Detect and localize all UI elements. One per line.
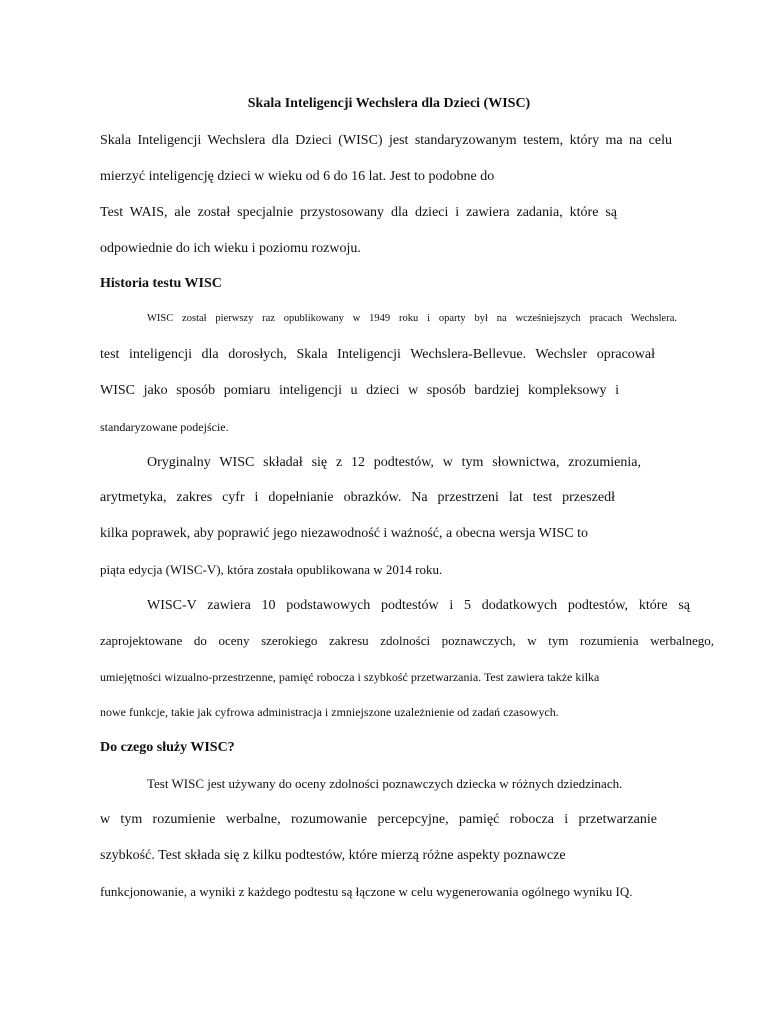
paragraph-line: mierzyć inteligencję dzieci w wieku od 6 do 16 lat. Jest to podobne do xyxy=(100,169,495,184)
paragraph-line: WISC-V zawiera 10 podstawowych podtestów i 5 dodatkowych podtestów, które są xyxy=(147,598,690,613)
paragraph-line: funkcjonowanie, a wyniki z każdego podtestu są łączone w celu wygenerowania ogólnego wyniku IQ. xyxy=(100,884,633,899)
paragraph-line: zaprojektowane do oceny szerokiego zakresu zdolności poznawczych, w tym rozumienia werbalnego, xyxy=(100,633,714,648)
paragraph-line: szybkość. Test składa się z kilku podtestów, które mierzą różne aspekty poznawcze xyxy=(100,848,566,863)
paragraph-line: arytmetyka, zakres cyfr i dopełnianie obrazków. Na przestrzeni lat test przeszedł xyxy=(100,490,615,505)
paragraph-line: test inteligencji dla dorosłych, Skala Inteligencji Wechslera-Bellevue. Wechsler opracował xyxy=(100,347,655,362)
document-title: Skala Inteligencji Wechslera dla Dzieci (WISC) xyxy=(247,96,531,111)
paragraph-line: odpowiednie do ich wieku i poziomu rozwoju. xyxy=(100,241,361,256)
section-heading-history: Historia testu WISC xyxy=(100,276,222,291)
paragraph-line: nowe funkcje, takie jak cyfrowa administracja i zmniejszone uzależnienie od zadań czasowych. xyxy=(100,705,559,719)
paragraph-line: Test WAIS, ale został specjalnie przystosowany dla dzieci i zawiera zadania, które są xyxy=(100,205,617,220)
paragraph-line: WISC został pierwszy raz opublikowany w 1949 roku i oparty był na wcześniejszych pracach Wechslera. xyxy=(147,313,677,324)
section-heading-purpose: Do czego służy WISC? xyxy=(100,740,235,755)
paragraph-line: Skala Inteligencji Wechslera dla Dzieci (WISC) jest standaryzowanym testem, który ma na celu xyxy=(100,133,672,148)
paragraph-line: w tym rozumienie werbalne, rozumowanie percepcyjne, pamięć robocza i przetwarzanie xyxy=(100,812,657,827)
paragraph-line: piąta edycja (WISC-V), która została opublikowana w 2014 roku. xyxy=(100,562,443,577)
paragraph-line: standaryzowane podejście. xyxy=(100,420,229,434)
paragraph-line: Oryginalny WISC składał się z 12 podtestów, w tym słownictwa, zrozumienia, xyxy=(147,455,641,470)
paragraph-line: umiejętności wizualno-przestrzenne, pamięć robocza i szybkość przetwarzania. Test zawiera także kilka xyxy=(100,670,600,684)
paragraph-line: kilka poprawek, aby poprawić jego niezawodność i ważność, a obecna wersja WISC to xyxy=(100,526,589,541)
paragraph-line: Test WISC jest używany do oceny zdolności poznawczych dziecka w różnych dziedzinach. xyxy=(147,776,623,791)
paragraph-line: WISC jako sposób pomiaru inteligencji u dzieci w sposób bardziej kompleksowy i xyxy=(100,383,619,398)
